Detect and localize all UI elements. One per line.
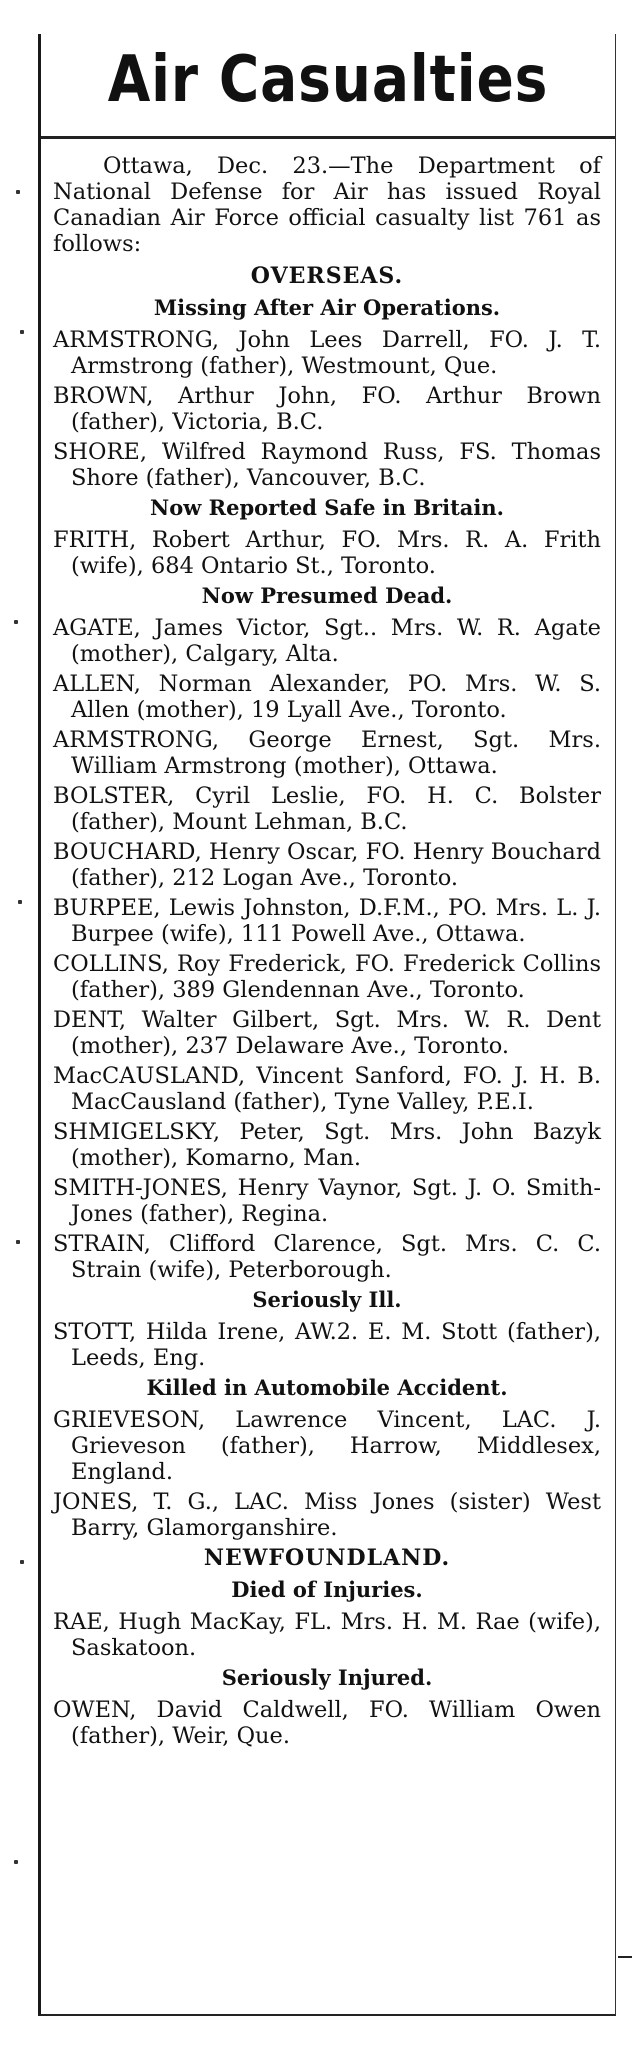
headline-rule xyxy=(41,136,615,139)
margin-speck xyxy=(16,190,20,194)
margin-speck xyxy=(14,1860,18,1864)
article-body xyxy=(41,153,615,1749)
casualty-entry: ARMSTRONG, George Ernest, Sgt. Mrs. William Armstrong (mother), Ottawa. xyxy=(53,727,601,779)
subsection-heading: Missing After Air Operations. xyxy=(153,295,501,320)
casualty-entry: ARMSTRONG, John Lees Darrell, FO. J. T. Armstrong (father), Westmount, Que. xyxy=(53,327,601,379)
subsection-heading: Now Reported Safe in Britain. xyxy=(150,495,504,520)
subsection-heading: Now Presumed Dead. xyxy=(201,583,453,608)
casualty-entry: JONES, T. G., LAC. Miss Jones (sister) West Barry, Glamorganshire. xyxy=(53,1489,601,1541)
subsection-heading: Seriously Injured. xyxy=(221,1665,433,1690)
subsection-heading: Seriously Ill. xyxy=(252,1287,402,1312)
section-heading: NEWFOUNDLAND. xyxy=(203,1545,451,1571)
casualty-entry: RAE, Hugh MacKay, FL. Mrs. H. M. Rae (wife), Saskatoon. xyxy=(53,1609,601,1661)
margin-dash xyxy=(618,1956,632,1958)
casualty-entry: MacCAUSLAND, Vincent Sanford, FO. J. H. B. MacCausland (father), Tyne Valley, P.E.I. xyxy=(53,1063,601,1115)
casualty-entry: STOTT, Hilda Irene, AW.2. E. M. Stott (father), Leeds, Eng. xyxy=(53,1319,601,1371)
subsection-heading: Killed in Automobile Accident. xyxy=(146,1375,508,1400)
casualty-entry: BROWN, Arthur John, FO. Arthur Brown (father), Victoria, B.C. xyxy=(53,383,601,435)
news-clipping xyxy=(38,34,616,2016)
subsection-heading: Died of Injuries. xyxy=(231,1577,423,1602)
casualty-entry: OWEN, David Caldwell, FO. William Owen (father), Weir, Que. xyxy=(53,1697,601,1749)
casualty-entry: BOUCHARD, Henry Oscar, FO. Henry Bouchard (father), 212 Logan Ave., Toronto. xyxy=(53,839,601,891)
casualty-entry: COLLINS, Roy Frederick, FO. Frederick Collins (father), 389 Glendennan Ave., Toronto. xyxy=(53,951,601,1003)
casualty-entry: DENT, Walter Gilbert, Sgt. Mrs. W. R. Dent (mother), 237 Delaware Ave., Toronto. xyxy=(53,1007,601,1059)
casualty-entry: FRITH, Robert Arthur, FO. Mrs. R. A. Frith (wife), 684 Ontario St., Toronto. xyxy=(53,527,601,579)
casualty-entry: BURPEE, Lewis Johnston, D.F.M., PO. Mrs. L. J. Burpee (wife), 111 Powell Ave., Ottawa. xyxy=(53,895,601,947)
casualty-entry: STRAIN, Clifford Clarence, Sgt. Mrs. C. C. Strain (wife), Peterborough. xyxy=(53,1231,601,1283)
casualty-entry: AGATE, James Victor, Sgt.. Mrs. W. R. Agate (mother), Calgary, Alta. xyxy=(53,615,601,667)
section-heading: OVERSEAS. xyxy=(250,263,404,289)
casualty-entry: SHMIGELSKY, Peter, Sgt. Mrs. John Bazyk (mother), Komarno, Man. xyxy=(53,1119,601,1171)
casualty-entry: BOLSTER, Cyril Leslie, FO. H. C. Bolster (father), Mount Lehman, B.C. xyxy=(53,783,601,835)
margin-speck xyxy=(20,330,24,334)
margin-speck xyxy=(18,900,22,904)
margin-speck xyxy=(14,620,18,624)
casualty-list xyxy=(53,263,601,1749)
casualty-entry: SMITH-JONES, Henry Vaynor, Sgt. J. O. Smith-Jones (father), Regina. xyxy=(53,1175,601,1227)
intro-paragraph: Ottawa, Dec. 23.—The Department of National Defense for Air has issued Royal Canadian Air Force official casualty list 761 as follows: xyxy=(53,153,601,257)
margin-speck xyxy=(20,1560,24,1564)
casualty-entry: ALLEN, Norman Alexander, PO. Mrs. W. S. Allen (mother), 19 Lyall Ave., Toronto. xyxy=(53,671,601,723)
headline: Air Casualties xyxy=(107,43,549,117)
casualty-entry: SHORE, Wilfred Raymond Russ, FS. Thomas Shore (father), Vancouver, B.C. xyxy=(53,439,601,491)
casualty-entry: GRIEVESON, Lawrence Vincent, LAC. J. Grieveson (father), Harrow, Middlesex, England. xyxy=(53,1407,601,1485)
margin-speck xyxy=(16,1240,20,1244)
